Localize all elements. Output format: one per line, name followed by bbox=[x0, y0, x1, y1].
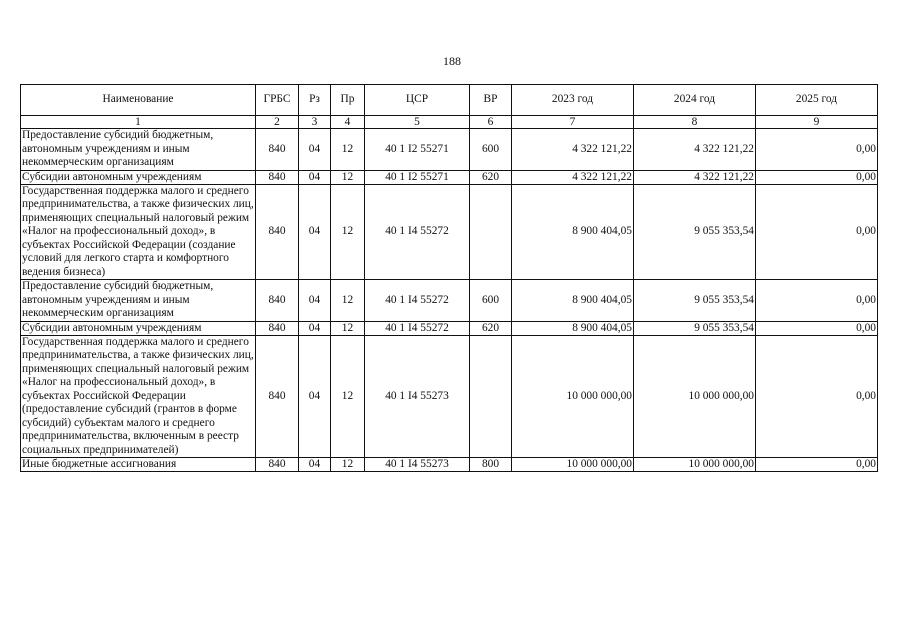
column-number: 6 bbox=[470, 116, 512, 129]
header-grbs: ГРБС bbox=[256, 85, 299, 116]
row-2024: 9 055 353,54 bbox=[634, 184, 756, 280]
row-rz: 04 bbox=[299, 129, 331, 171]
row-grbs: 840 bbox=[256, 129, 299, 171]
row-2024: 9 055 353,54 bbox=[634, 321, 756, 335]
table-row bbox=[21, 335, 878, 458]
table-row bbox=[21, 458, 878, 472]
row-2023: 8 900 404,05 bbox=[512, 321, 634, 335]
row-2023: 8 900 404,05 bbox=[512, 280, 634, 322]
row-rz: 04 bbox=[299, 280, 331, 322]
header-vr: ВР bbox=[470, 85, 512, 116]
row-name: Государственная поддержка малого и среднего предпринимательства, а также физических лиц, применяющих специальный налоговый режим «Налог на профессиональный доход», в субъектах Российской Федерации (создание условий для легкого старта и комфортного ведения бизнеса) bbox=[22, 184, 254, 278]
table-row bbox=[21, 321, 878, 335]
row-2023: 10 000 000,00 bbox=[512, 335, 634, 458]
row-csr: 40 1 I4 55272 bbox=[365, 184, 470, 280]
table-row bbox=[21, 280, 878, 322]
row-name: Предоставление субсидий бюджетным, автономным учреждениям и иным некоммерческим организациям bbox=[21, 280, 256, 322]
row-csr: 40 1 I4 55272 bbox=[365, 280, 470, 322]
column-number: 7 bbox=[512, 116, 634, 129]
row-pr: 12 bbox=[331, 458, 365, 472]
row-vr bbox=[470, 335, 512, 458]
row-vr: 620 bbox=[470, 321, 512, 335]
row-pr: 12 bbox=[331, 170, 365, 184]
row-csr: 40 1 I4 55272 bbox=[365, 321, 470, 335]
row-2025: 0,00 bbox=[756, 129, 878, 171]
row-vr: 600 bbox=[470, 280, 512, 322]
column-number: 3 bbox=[299, 116, 331, 129]
row-grbs: 840 bbox=[256, 335, 299, 458]
row-2023: 10 000 000,00 bbox=[512, 458, 634, 472]
row-pr: 12 bbox=[331, 184, 365, 280]
row-grbs: 840 bbox=[256, 170, 299, 184]
row-csr: 40 1 I4 55273 bbox=[365, 458, 470, 472]
row-csr: 40 1 I2 55271 bbox=[365, 170, 470, 184]
row-grbs: 840 bbox=[256, 184, 299, 280]
row-2023: 8 900 404,05 bbox=[512, 184, 634, 280]
row-2025: 0,00 bbox=[756, 335, 878, 458]
row-pr: 12 bbox=[331, 280, 365, 322]
column-number: 9 bbox=[756, 116, 878, 129]
row-name: Субсидии автономным учреждениям bbox=[21, 170, 256, 184]
column-number: 8 bbox=[634, 116, 756, 129]
header-name: Наименование bbox=[21, 85, 256, 116]
row-csr: 40 1 I2 55271 bbox=[365, 129, 470, 171]
row-2024: 10 000 000,00 bbox=[634, 458, 756, 472]
row-name: Государственная поддержка малого и среднего предпринимательства, а также физических лиц, применяющих специальный налоговый режим «Налог на профессиональный доход», в субъектах Российской Федерации (предоставление субсидий (грантов в форме субсидий) субъектам малого и среднего предпринимательства, включенным в реестр социальных предпринимателей) bbox=[22, 335, 254, 456]
header-row bbox=[21, 85, 878, 116]
row-2025: 0,00 bbox=[756, 280, 878, 322]
row-2023: 4 322 121,22 bbox=[512, 129, 634, 171]
column-number-row bbox=[21, 116, 878, 129]
row-rz: 04 bbox=[299, 184, 331, 280]
row-vr: 600 bbox=[470, 129, 512, 171]
row-grbs: 840 bbox=[256, 458, 299, 472]
row-rz: 04 bbox=[299, 335, 331, 458]
budget-table bbox=[20, 84, 878, 472]
column-number: 4 bbox=[331, 116, 365, 129]
column-number: 1 bbox=[21, 116, 256, 129]
row-rz: 04 bbox=[299, 458, 331, 472]
row-name: Субсидии автономным учреждениям bbox=[21, 321, 256, 335]
row-rz: 04 bbox=[299, 170, 331, 184]
row-2025: 0,00 bbox=[756, 321, 878, 335]
row-vr bbox=[470, 184, 512, 280]
table-row bbox=[21, 170, 878, 184]
row-pr: 12 bbox=[331, 335, 365, 458]
header-pr: Пр bbox=[331, 85, 365, 116]
row-name: Иные бюджетные ассигнования bbox=[21, 458, 256, 472]
column-number: 5 bbox=[365, 116, 470, 129]
row-2025: 0,00 bbox=[756, 458, 878, 472]
header-2023: 2023 год bbox=[512, 85, 634, 116]
header-2024: 2024 год bbox=[634, 85, 756, 116]
header-2025: 2025 год bbox=[756, 85, 878, 116]
row-2024: 9 055 353,54 bbox=[634, 280, 756, 322]
row-vr: 800 bbox=[470, 458, 512, 472]
header-rz: Рз bbox=[299, 85, 331, 116]
row-name: Предоставление субсидий бюджетным, автономным учреждениям и иным некоммерческим организациям bbox=[21, 129, 256, 171]
row-2025: 0,00 bbox=[756, 170, 878, 184]
column-number: 2 bbox=[256, 116, 299, 129]
row-2025: 0,00 bbox=[756, 184, 878, 280]
row-vr: 620 bbox=[470, 170, 512, 184]
row-grbs: 840 bbox=[256, 321, 299, 335]
row-pr: 12 bbox=[331, 129, 365, 171]
row-csr: 40 1 I4 55273 bbox=[365, 335, 470, 458]
header-csr: ЦСР bbox=[365, 85, 470, 116]
row-2024: 4 322 121,22 bbox=[634, 129, 756, 171]
row-rz: 04 bbox=[299, 321, 331, 335]
table-row bbox=[21, 184, 878, 280]
row-pr: 12 bbox=[331, 321, 365, 335]
row-2024: 10 000 000,00 bbox=[634, 335, 756, 458]
row-grbs: 840 bbox=[256, 280, 299, 322]
row-2024: 4 322 121,22 bbox=[634, 170, 756, 184]
row-2023: 4 322 121,22 bbox=[512, 170, 634, 184]
page-number: 188 bbox=[443, 54, 461, 68]
table-row bbox=[21, 129, 878, 171]
